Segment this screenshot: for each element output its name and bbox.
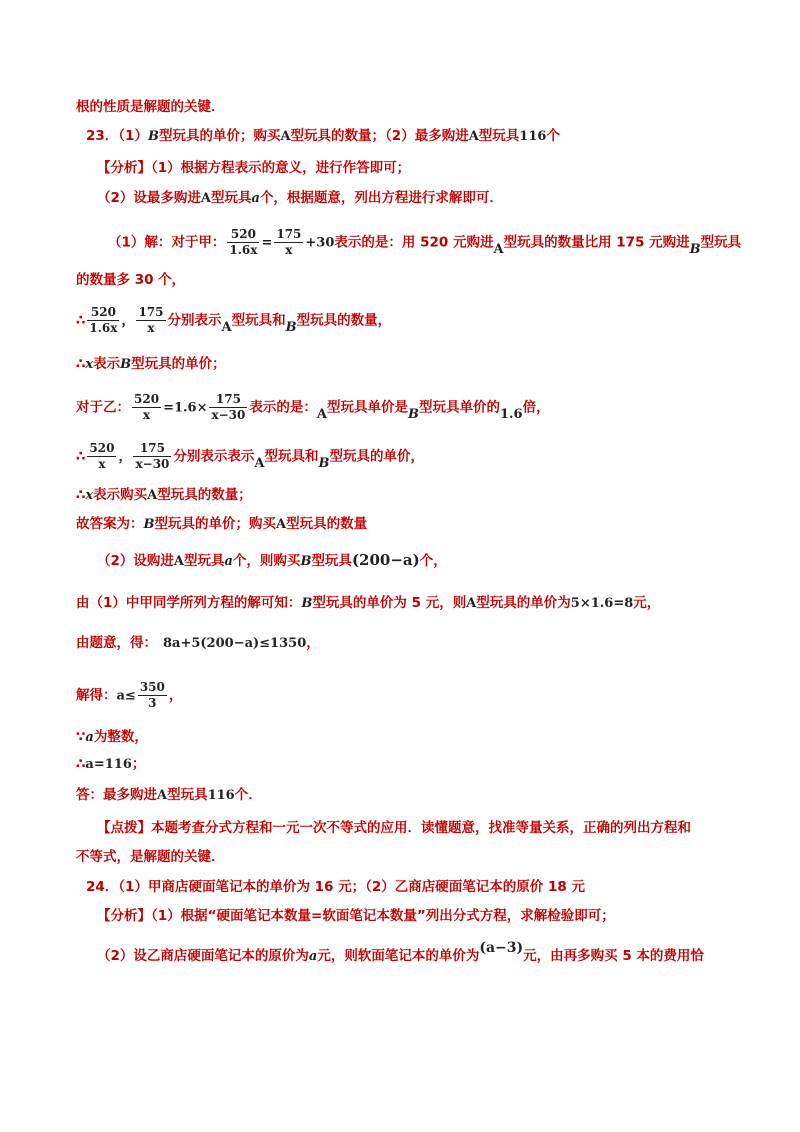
- math-var: B: [285, 319, 297, 335]
- text-span: 本题考查分式方程和一元一次不等式的应用．读懂题意，找准等量关系，正确的列出方程和: [151, 820, 691, 836]
- math-expr: a=116: [85, 757, 132, 772]
- math-var: A: [466, 596, 477, 611]
- analysis-line: [97, 158, 410, 178]
- text-span: 个，则购买: [232, 553, 301, 569]
- text-span: 型玩具和: [264, 448, 319, 465]
- text-span: 由题意，得：: [76, 635, 157, 651]
- denominator: 3: [148, 696, 157, 710]
- text-line: [76, 354, 226, 375]
- math-expr: 5×1.6=8: [570, 596, 634, 611]
- text-span: 倍，: [522, 399, 550, 416]
- numerator: 175: [276, 227, 302, 241]
- solution-line: [108, 227, 741, 258]
- math-var: x: [85, 488, 94, 503]
- text-span: 型玩具的单价；购买: [158, 128, 281, 144]
- denominator: 1.6x: [89, 321, 118, 335]
- text-line: [76, 680, 182, 711]
- math-expr: +30: [305, 235, 335, 251]
- math-expr: 8a+5(200−a)≤1350: [163, 636, 307, 651]
- math-expr: a≤: [116, 688, 136, 704]
- text-span: 表示的是：: [249, 399, 317, 416]
- analysis-tag: 【分析】: [97, 160, 151, 176]
- text-line: [97, 940, 704, 967]
- fraction: [132, 392, 161, 423]
- denominator: x−30: [135, 457, 170, 471]
- text-span: （2）设购进: [97, 553, 174, 569]
- numerator: 350: [139, 680, 165, 694]
- analysis-line: [97, 906, 615, 926]
- text-span: （2）设乙商店硬面笔记本的原价为: [97, 948, 309, 964]
- because-symbol: ∵: [76, 729, 86, 745]
- tip-tag: 【点拨】: [97, 820, 151, 836]
- math-var: A: [493, 241, 504, 257]
- text-span: 个，: [419, 553, 447, 569]
- math-var: A: [280, 129, 291, 144]
- math-var: B: [143, 517, 155, 532]
- fraction: [274, 227, 303, 258]
- question-number: 23．: [86, 128, 119, 144]
- denominator: x: [285, 243, 293, 257]
- text-span: 的数量多 30 个，: [76, 272, 186, 288]
- text-span: 型玩具单价的: [418, 399, 500, 416]
- text-span: 表示购买: [93, 487, 148, 503]
- text-line: [76, 593, 660, 614]
- math-number: 1.6: [499, 406, 523, 422]
- text-line: [97, 188, 503, 209]
- text-span: 型玩具单价是: [326, 399, 408, 416]
- text-span: （2）设最多购进: [97, 190, 201, 206]
- math-var: B: [689, 241, 701, 257]
- math-var: a: [308, 949, 318, 964]
- text-span: 型玩具的单价为 5 元，则: [312, 595, 467, 611]
- text-span: 元，则软面笔记本的单价为: [317, 948, 480, 964]
- text-line: [76, 270, 185, 290]
- math-var: A: [147, 488, 158, 503]
- math-expr: (200−a): [351, 551, 420, 569]
- numerator: 175: [133, 441, 171, 457]
- text-span: 型玩具的数量；（2）最多购进: [290, 128, 469, 144]
- text-line: [76, 485, 252, 506]
- text-line: [76, 727, 148, 748]
- numerator: 520: [87, 305, 119, 321]
- fraction: [133, 441, 171, 472]
- text-span: 由（1）中甲同学所列方程的解可知：: [76, 595, 302, 611]
- text-line: [76, 514, 367, 535]
- text-span: （1）根据方程表示的意义，进行作答即可；: [151, 160, 411, 176]
- fraction: [87, 441, 116, 472]
- denominator: 1.6x: [229, 243, 258, 257]
- text-span: 型玩具的数量；: [157, 487, 252, 503]
- text-span: 型玩具: [211, 190, 252, 206]
- numerator: 175: [138, 305, 164, 319]
- text-span: 型玩具的单价为: [476, 595, 571, 611]
- math-var: B: [300, 554, 312, 569]
- text-span: 型玩具: [184, 553, 225, 569]
- text-span: 表示: [93, 356, 121, 372]
- tip-line: [97, 818, 691, 838]
- text-span: 型玩具和: [231, 312, 286, 329]
- text-span: 根的性质是解题的关键．: [76, 99, 225, 115]
- text-span: 对于乙：: [76, 399, 130, 416]
- text-span: 型玩具的单价；: [131, 356, 226, 372]
- math-var: A: [221, 319, 232, 335]
- text-line: [76, 392, 550, 423]
- fraction: [87, 305, 119, 336]
- denominator: x: [98, 457, 106, 471]
- text-span: 个．: [234, 787, 262, 803]
- text-span: 表示的是：用 520 元购进: [334, 234, 494, 251]
- numerator: 520: [227, 227, 259, 243]
- math-var: x: [85, 357, 94, 372]
- text-span: 型玩具: [700, 234, 742, 251]
- math-var: A: [254, 455, 265, 471]
- math-number: 116: [519, 129, 547, 144]
- math-var: a: [85, 730, 94, 745]
- text-span: 型玩具: [311, 553, 352, 569]
- therefore-symbol: ∴: [76, 487, 86, 503]
- text-span: 型玩具的数量: [286, 516, 368, 532]
- therefore-symbol: ∴: [76, 356, 86, 372]
- text-line: [76, 785, 262, 806]
- text-span: （1）甲商店硬面笔记本的单价为 16 元；（2）乙商店硬面笔记本的原价 18 元: [118, 879, 585, 895]
- answer-heading-23: [86, 126, 560, 147]
- text-span: ；: [131, 756, 146, 772]
- text-span: ，: [168, 687, 183, 704]
- math-var: a: [251, 191, 260, 206]
- question-number: 24．: [86, 879, 119, 895]
- text-span: （1）根据“硬面笔记本数量=软面笔记本数量”列出分式方程，求解检验即可；: [151, 908, 615, 924]
- text-line: [76, 847, 225, 867]
- text-span: 个，根据题意，列出方程进行求解即可．: [259, 190, 503, 206]
- math-number: 116: [207, 788, 235, 803]
- math-var: B: [318, 455, 330, 471]
- math-var: a: [224, 554, 233, 569]
- text-span: 元，由再多购买 5 本的费用恰: [523, 948, 704, 964]
- text-span: 为整数，: [93, 729, 148, 745]
- math-op: =1.6×: [163, 400, 208, 416]
- text-span: ，: [306, 635, 320, 651]
- math-var: A: [173, 554, 184, 569]
- therefore-symbol: ∴: [76, 448, 86, 465]
- math-op: =: [261, 235, 273, 251]
- math-op: ，: [118, 449, 132, 465]
- text-line: [97, 550, 447, 572]
- text-span: 分别表示表示: [173, 448, 255, 465]
- math-var: A: [468, 129, 479, 144]
- therefore-symbol: ∴: [76, 756, 86, 772]
- analysis-tag: 【分析】: [97, 908, 151, 924]
- text-span: 不等式，是解题的关键．: [76, 849, 225, 865]
- denominator: x: [147, 321, 155, 335]
- numerator: 175: [209, 392, 247, 408]
- text-line: [76, 305, 391, 336]
- text-span: 型玩具的单价，: [329, 448, 424, 465]
- text-span: 答：最多购进: [76, 787, 157, 803]
- math-var: B: [147, 129, 159, 144]
- text-span: 型玩具的单价；购买: [154, 516, 276, 532]
- text-span: 型玩具的数量比用 175 元购进: [503, 234, 690, 251]
- math-op: ，: [121, 313, 135, 329]
- math-var: B: [407, 406, 419, 422]
- numerator: 520: [89, 441, 115, 455]
- fraction: [136, 305, 165, 336]
- text-line: [76, 441, 424, 472]
- text-line: [76, 97, 225, 117]
- fraction: [209, 392, 247, 423]
- math-var: A: [276, 517, 287, 532]
- math-var: B: [120, 357, 132, 372]
- math-var: A: [157, 788, 168, 803]
- text-span: 个: [546, 128, 560, 144]
- answer-heading-24: [86, 877, 585, 897]
- text-line: [76, 754, 145, 775]
- text-span: 元，: [633, 595, 661, 611]
- math-var: A: [316, 406, 327, 422]
- fraction: [227, 227, 259, 258]
- text-span: 型玩具: [167, 787, 208, 803]
- math-expr: (a−3): [479, 940, 524, 956]
- math-var: B: [301, 596, 313, 611]
- denominator: x: [142, 408, 151, 422]
- therefore-symbol: ∴: [76, 312, 86, 329]
- text-span: （1）解：对于甲：: [108, 234, 226, 251]
- denominator: x−30: [211, 408, 246, 422]
- numerator: 520: [134, 392, 160, 406]
- text-span: （1）: [118, 128, 148, 144]
- text-span: 型玩具的数量，: [296, 312, 392, 329]
- text-span: 分别表示: [167, 312, 222, 329]
- math-var: A: [200, 191, 211, 206]
- text-span: 型玩具: [478, 128, 520, 144]
- text-line: [76, 633, 320, 654]
- fraction: [138, 680, 167, 711]
- text-span: 解得：: [76, 687, 117, 704]
- text-span: 故答案为：: [76, 516, 144, 532]
